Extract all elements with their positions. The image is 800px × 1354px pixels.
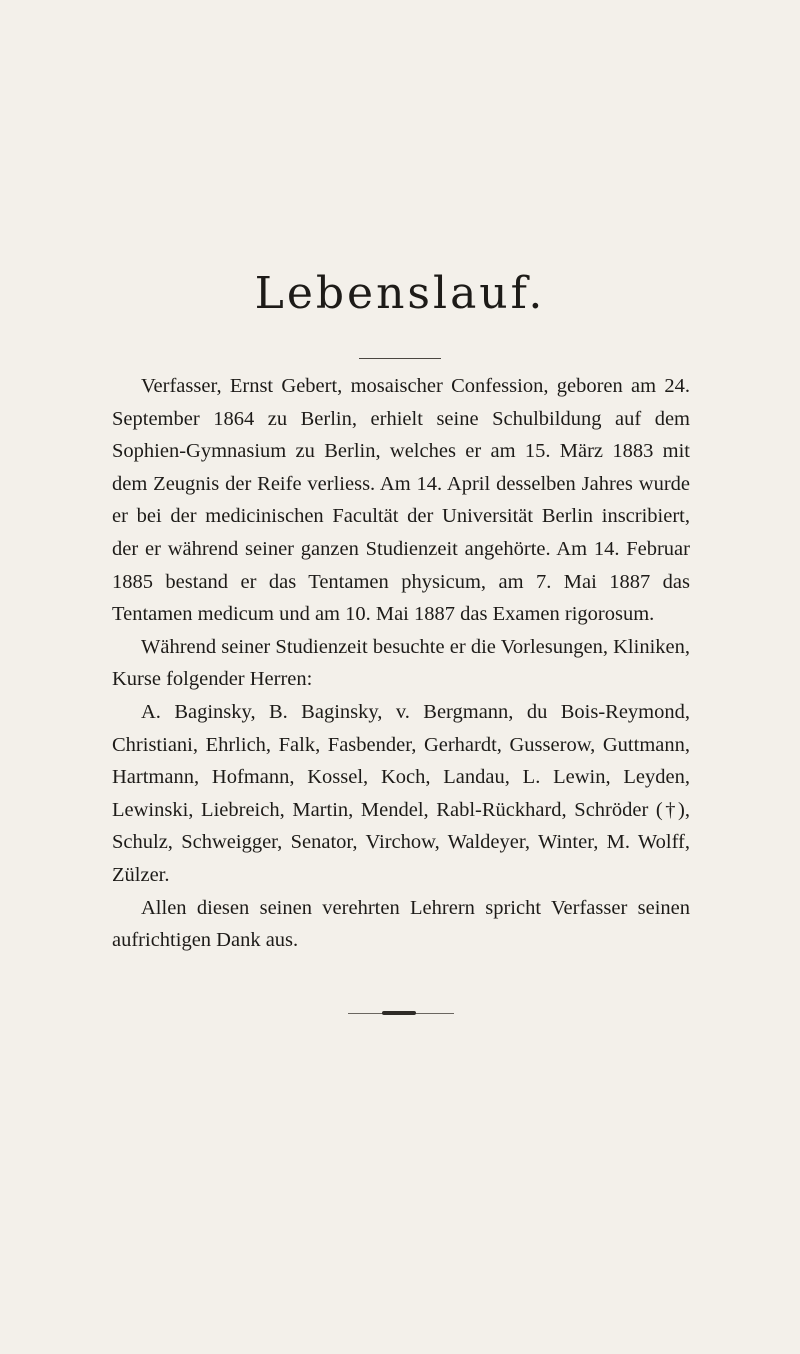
paragraph-acknowledgement: Allen diesen seinen verehrten Lehrern spricht Verfasser seinen aufrichtigen Dank aus.: [112, 896, 690, 952]
paragraph-teachers-list: A. Baginsky, B. Baginsky, v. Bergmann, du Bois-Reymond, Christiani, Ehrlich, Falk, Fasbender, Gerhardt, Gusserow, Guttmann, Hartmann, Hofmann, Kossel, Koch, Landau, L. Lewin, Leyden, Lewinski, Liebreich, Martin, Mendel, Rabl-Rückhard, Schröder (†), Schulz, Schweigger, Senator, Virchow, Waldeyer, Winter, M. Wolff, Zülzer.: [112, 700, 690, 886]
biography-text: [112, 370, 690, 957]
paragraph-lectures-intro: Während seiner Studienzeit besuchte er die Vorlesungen, Kliniken, Kurse folgender Herren:: [112, 635, 690, 691]
paragraph-biography: Verfasser, Ernst Gebert, mosaischer Confession, geboren am 24. September 1864 zu Berlin, erhielt seine Schulbildung auf dem Sophien-Gymnasium zu Berlin, welches er am 15. März 1883 mit dem Zeugnis der Reife verliess. Am 14. April desselben Jahres wurde er bei der medicinischen Facultät der Universität Berlin inscribiert, der er während seiner ganzen Studienzeit angehörte. Am 14. Februar 1885 bestand er das Tentamen physicum, am 7. Mai 1887 das Tentamen medicum und am 10. Mai 1887 das Examen rigorosum.: [112, 375, 690, 626]
title-divider: [359, 358, 441, 359]
end-ornament: [348, 1011, 454, 1017]
ornament-flourish: [382, 1011, 416, 1015]
page-title: Lebenslauf.: [254, 268, 546, 319]
